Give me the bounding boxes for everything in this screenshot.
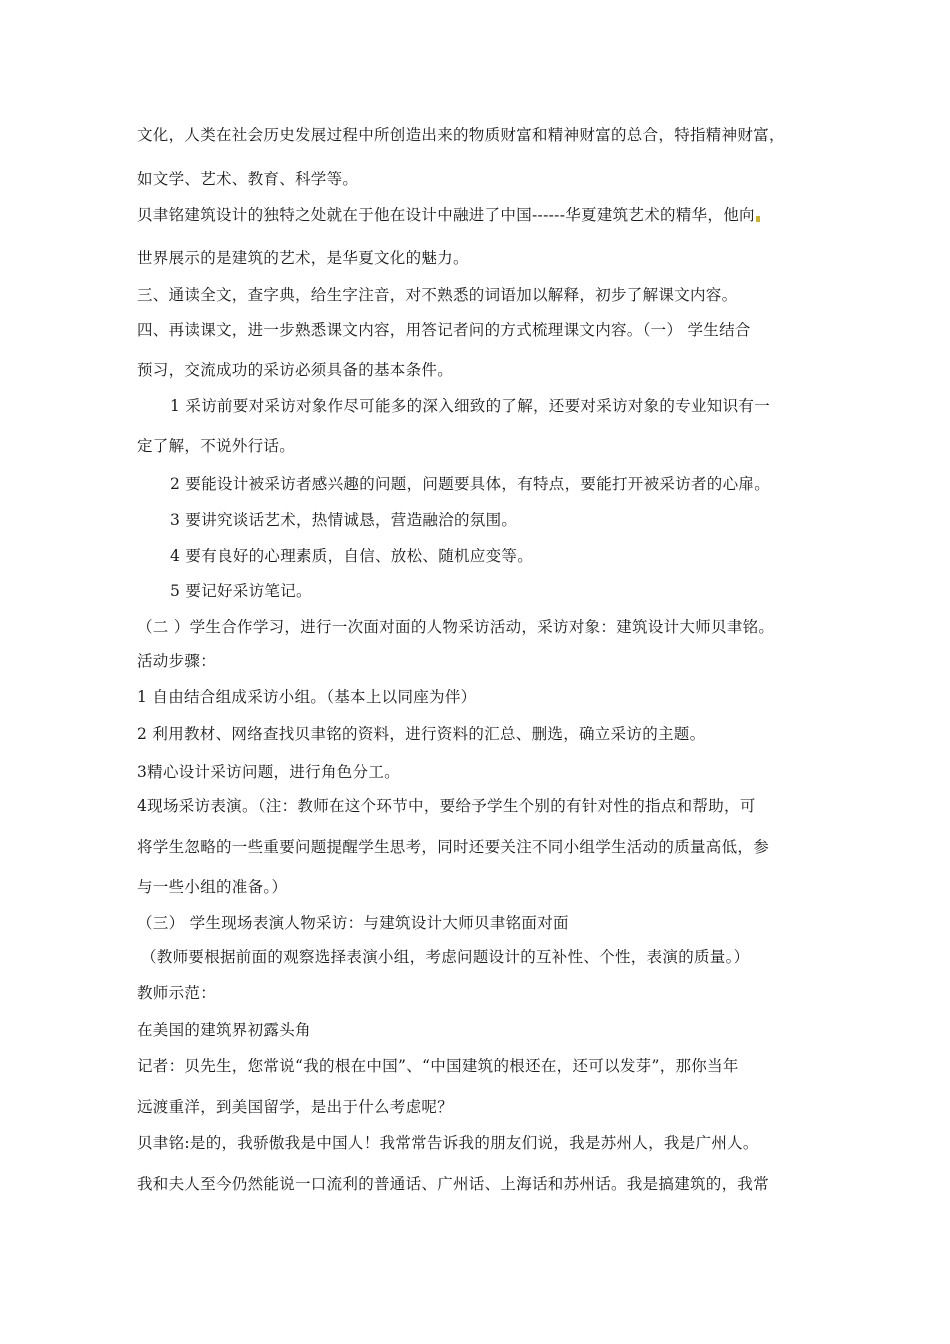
text-line: 将学生忽略的一些重要问题提醒学生思考，同时还要关注不同小组学生活动的质量高低，参: [137, 838, 770, 856]
text-line: 2 利用教材、网络查找贝聿铭的资料，进行资料的汇总、删选，确立采访的主题。: [137, 725, 706, 743]
text-line: （教师要根据前面的观察选择表演小组，考虑问题设计的互补性、个性，表演的质量。）: [141, 948, 750, 966]
text-line: 1 采访前要对采访对象作尽可能多的深入细致的了解，还要对采访对象的专业知识有一: [170, 397, 770, 415]
text-line: 5 要记好采访笔记。: [170, 582, 312, 600]
text-line: 贝聿铭:是的，我骄傲我是中国人！我常常告诉我的朋友们说，我是苏州人，我是广州人。: [137, 1134, 759, 1152]
text-line: 3 要讲究谈话艺术，热情诚恳，营造融洽的氛围。: [170, 511, 518, 529]
text-line: 3精心设计采访问题，进行角色分工。: [137, 763, 400, 781]
text-line: 预习，交流成功的采访必须具备的基本条件。: [137, 361, 454, 379]
text-line: 教师示范：: [137, 984, 217, 1002]
text-line: 文化，人类在社会历史发展过程中所创造出来的物质财富和精神财富的总合，特指精神财富，: [137, 126, 785, 144]
text-line: 记者：贝先生，您常说“我的根在中国”、“中国建筑的根还在，还可以发芽”，那你当年: [137, 1057, 739, 1075]
text-line: 远渡重洋，到美国留学，是出于什么考虑呢？: [137, 1098, 454, 1116]
text-line: 与一些小组的准备。）: [137, 878, 288, 896]
text-line: 定了解，不说外行话。: [137, 437, 296, 455]
text-line: 4 要有良好的心理素质，自信、放松、随机应变等。: [170, 547, 533, 565]
text-line: （三） 学生现场表演人物采访：与建筑设计大师贝聿铭面对面: [137, 914, 569, 932]
highlight-mark: [756, 216, 760, 222]
text-line: 如文学、艺术、教育、科学等。: [137, 170, 359, 188]
text-line: [137, 205, 760, 225]
text-line: 世界展示的是建筑的艺术，是华夏文化的魅力。: [137, 249, 469, 267]
text-line: 我和夫人至今仍然能说一口流利的普通话、广州话、上海话和苏州话。我是搞建筑的，我常: [137, 1175, 770, 1193]
text-line: 活动步骤：: [137, 652, 217, 670]
text-line-content: 贝聿铭建筑设计的独特之处就在于他在设计中融进了中国------华夏建筑艺术的精华，他向: [137, 206, 755, 224]
text-line: 1 自由结合组成采访小组。（基本上以同座为伴）: [137, 688, 477, 706]
text-line: 在美国的建筑界初露头角: [137, 1021, 311, 1039]
text-line: （二 ）学生合作学习，进行一次面对面的人物采访活动，采访对象：建筑设计大师贝聿铭。: [137, 618, 775, 636]
text-line: 4现场采访表演。（注：教师在这个环节中，要给予学生个别的有针对性的指点和帮助，可: [137, 797, 756, 815]
text-line: 2 要能设计被采访者感兴趣的问题，问题要具体，有特点，要能打开被采访者的心扉。: [170, 475, 770, 493]
text-line: 四、再读课文，进一步熟悉课文内容，用答记者问的方式梳理课文内容。（一） 学生结合: [137, 321, 751, 339]
text-line: 三、通读全文，查字典，给生字注音，对不熟悉的词语加以解释，初步了解课文内容。: [137, 286, 738, 304]
